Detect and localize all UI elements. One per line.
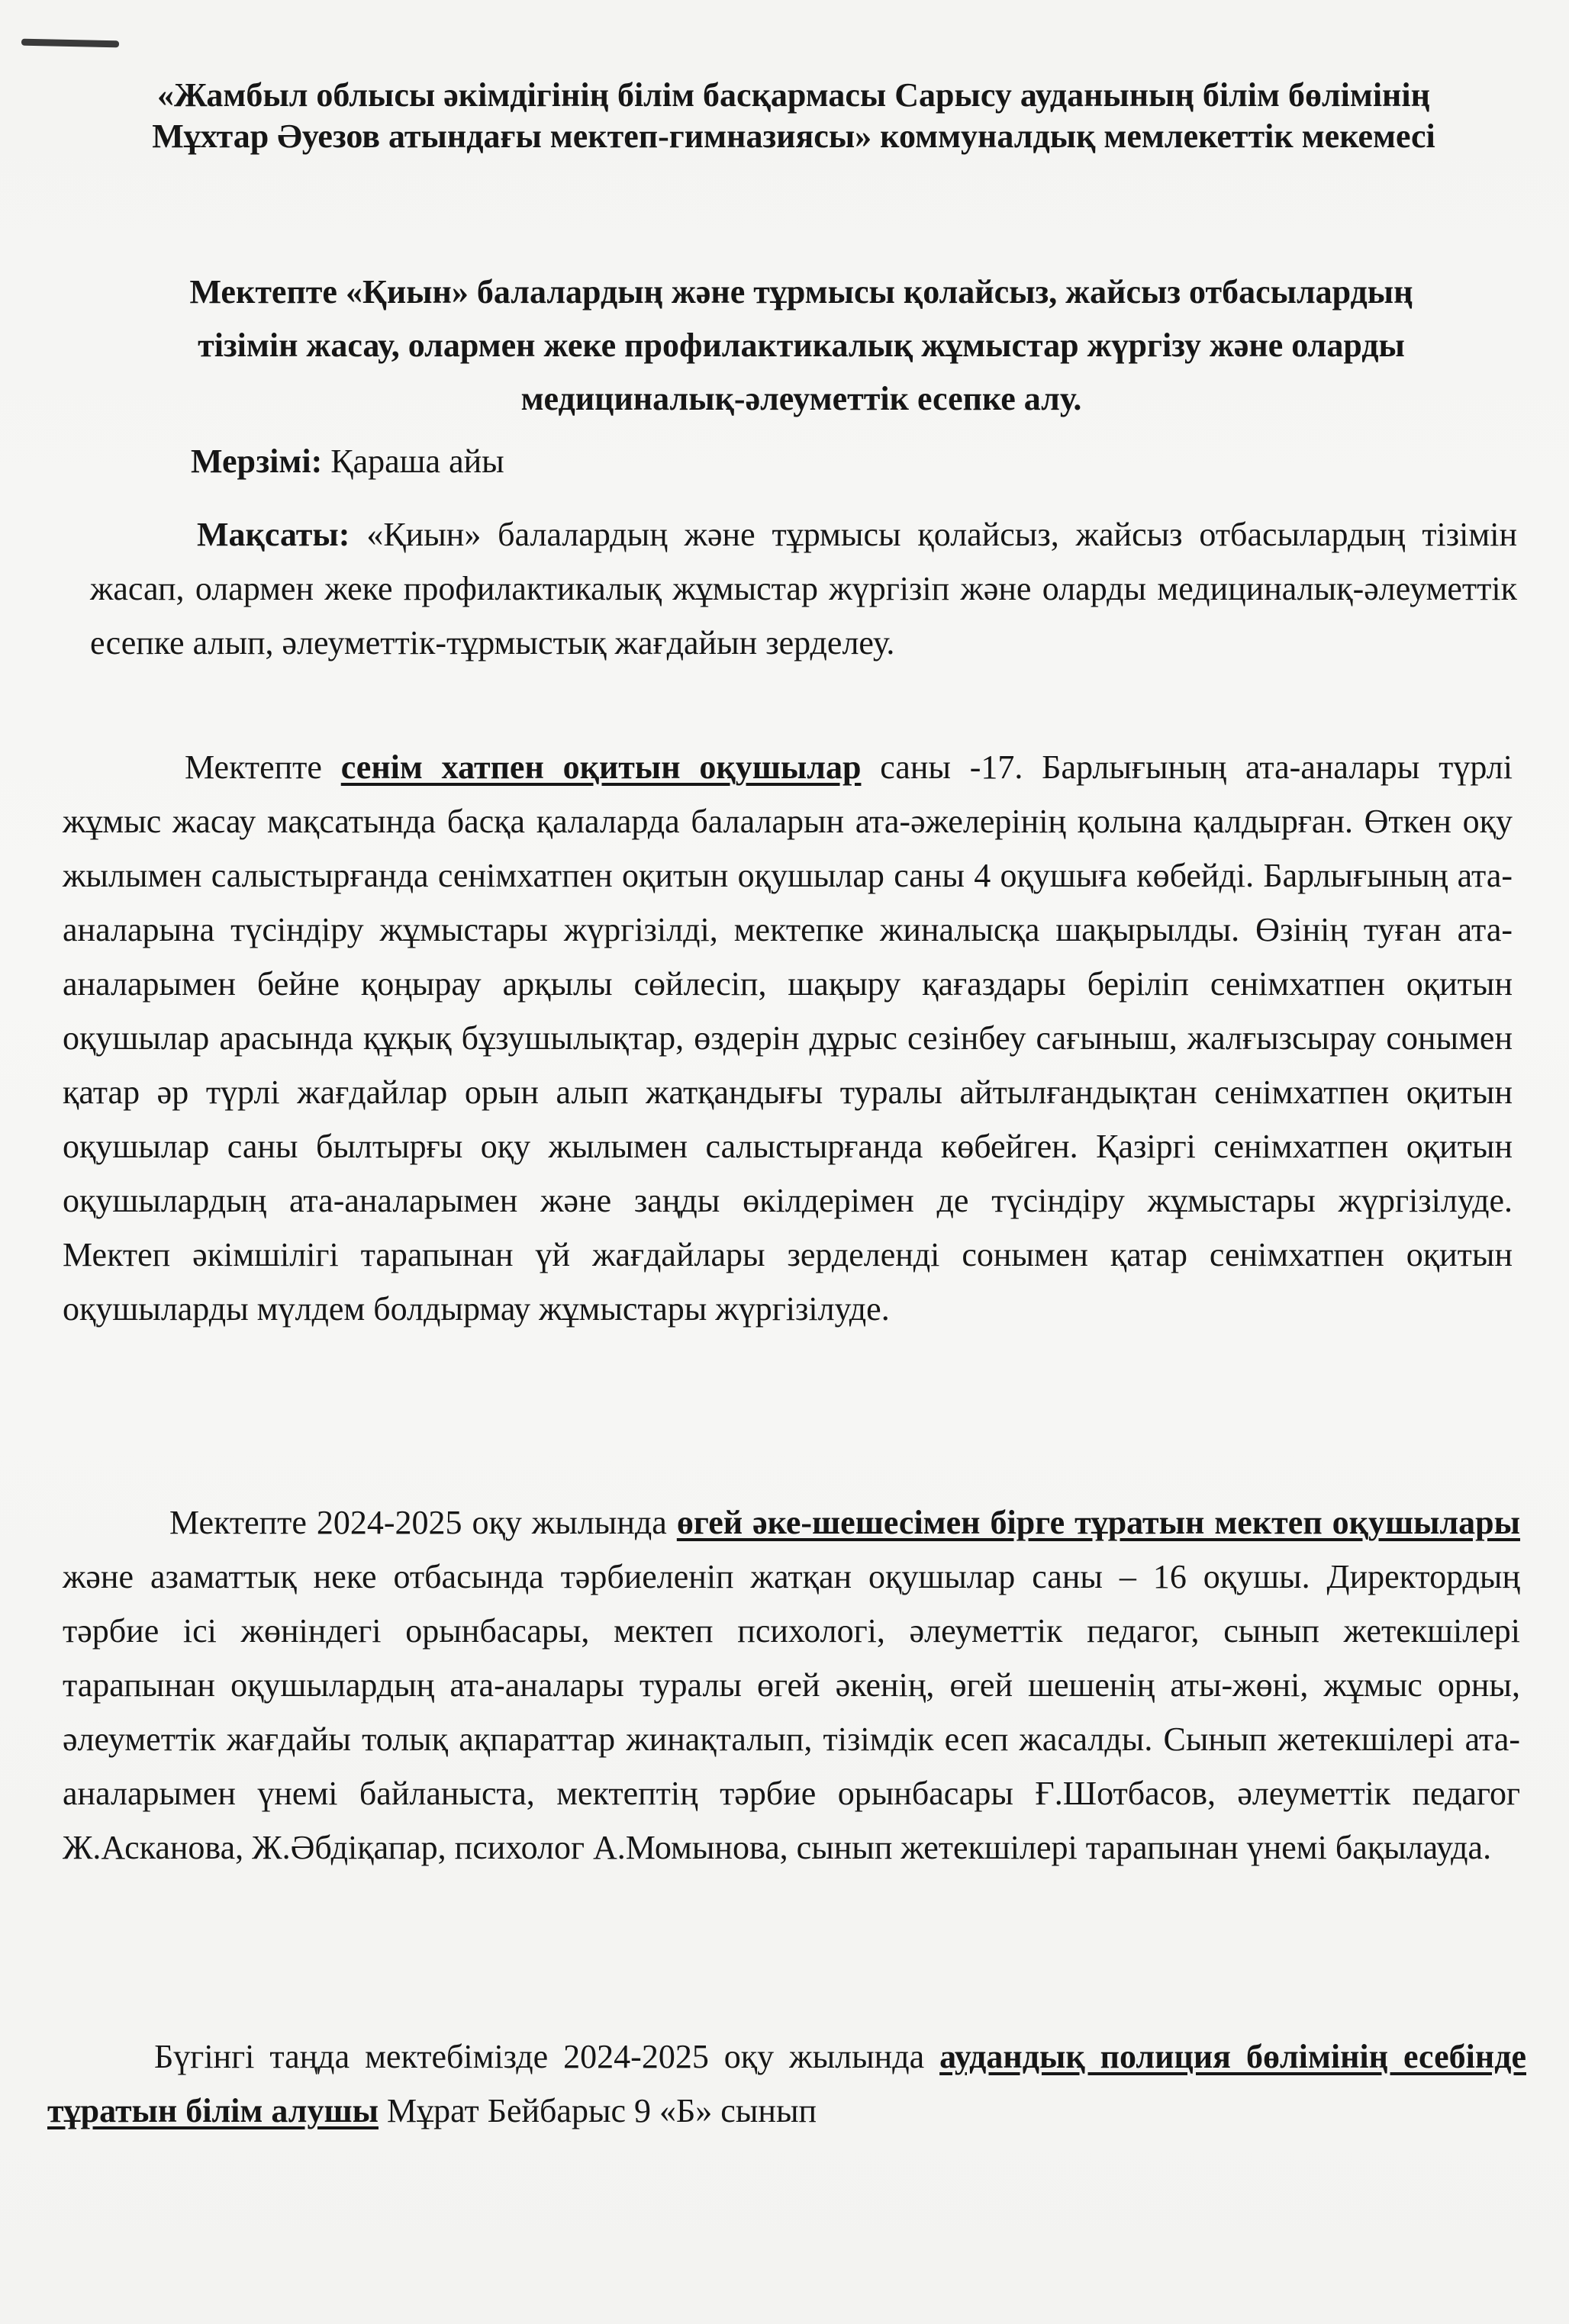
paragraph1-rest: саны -17. Барлығының ата-аналары түрлі жұмыс жасау мақсатында басқа қалаларда балаларын ата-әжелерінің қолына қалдырған. Өткен оқу жылымен салыстырғанда сенімхатпен оқитын оқушылар саны 4 оқушыға көбейді. Барлығының ата-аналарына түсіндіру жұмыстары жүргізілді, мектепке жиналысқа шақырылды. Өзінің туған ата-аналарымен бейне қоңырау арқылы сөйлесіп, шақыру қағаздары беріліп сенімхатпен оқитын оқушылар арасында құқық бұзушылықтар, өздерін дұрыс сезінбеу сағыныш, жалғызсырау сонымен қатар әр түрлі жағдайлар орын алып жатқандығы туралы айтылғандықтан сенімхатпен оқитын оқушылар саны былтырғы оқу жылымен салыстырғанда көбейген. Қазіргі сенімхатпен оқитын оқушылардың ата-аналарымен және заңды өкілдерімен де түсіндіру жұмыстары жүргізілуде. Мектеп әкімшілігі тарапынан үй жағдайлары зерделенді сонымен қатар сенімхатпен оқитын оқушыларды мүлдем болдырмау жұмыстары жүргізілуде. [63, 748, 1513, 1328]
paragraph3-rest: Мұрат Бейбарыс 9 «Б» сынып [386, 2092, 817, 2129]
aim-paragraph [90, 507, 1517, 670]
document-title: Мектепте «Қиын» балалардың және тұрмысы қолайсыз, жайсыз отбасылардың тізімін жасау, олармен жеке профилактикалық жұмыстар жүргізу және оларды медициналық-әлеуметтік есепке алу. [189, 273, 1413, 417]
paragraph2-highlight: өгей әке-шешесімен бірге тұратын мектеп оқушылары [676, 1504, 1521, 1541]
stepparent-paragraph [63, 1495, 1520, 1875]
term-value: Қараша айы [330, 443, 504, 480]
aim-label: Мақсаты: [197, 516, 350, 553]
paragraph3-highlight: аудандық полиция бөлімінің есебінде тұратын білім алушы [47, 2038, 1526, 2129]
term-label: Мерзімі: [191, 443, 323, 480]
pen-stroke-mark [21, 39, 119, 48]
paragraph1-lead: Мектепте [185, 748, 322, 786]
institution-header: «Жамбыл облысы әкімдігінің білім басқармасы Сарысу ауданының білім бөлімінің Мұхтар Әуезов атындағы мектеп-гимназиясы» коммуналдық мемлекеттік мекемесі [152, 76, 1435, 155]
paragraph2-rest: және азаматтық неке отбасында тәрбиеленіп жатқан оқушылар саны – 16 оқушы. Директордың тәрбие ісі жөніндегі орынбасары, мектеп психологі, әлеуметтік педагог, сынып жетекшілері тарапынан оқушылардың ата-аналары туралы өгей әкенің, өгей шешенің аты-жөні, жұмыс орны, әлеуметтік жағдайы толық ақпараттар жинақталып, тізімдік есеп жасалды. Сынып жетекшілері ата-аналарымен үнемі байланыста, мектептің тәрбие орынбасары Ғ.Шотбасов, әлеуметтік педагог Ж.Асканова, Ж.Әбдіқапар, психолог А.Момынова, сынып жетекшілері тарапынан үнемі бақылауда. [63, 1558, 1520, 1866]
term-line [191, 435, 504, 488]
paragraph3-lead: Бүгінгі таңда мектебімізде 2024-2025 оқу жылында [154, 2038, 925, 2075]
police-register-paragraph [47, 2029, 1526, 2138]
paragraph1-highlight: сенім хатпен оқитын оқушылар [340, 748, 862, 786]
paragraph2-lead: Мектепте 2024-2025 оқу жылында [169, 1504, 667, 1541]
trust-letter-paragraph [63, 740, 1513, 1336]
aim-text: «Қиын» балалардың және тұрмысы қолайсыз, жайсыз отбасылардың тізімін жасап, олармен жеке профилактикалық жұмыстар жүргізіп және оларды медициналық-әлеуметтік есепке алып, әлеуметтік-тұрмыстық жағдайын зерделеу. [90, 516, 1518, 661]
